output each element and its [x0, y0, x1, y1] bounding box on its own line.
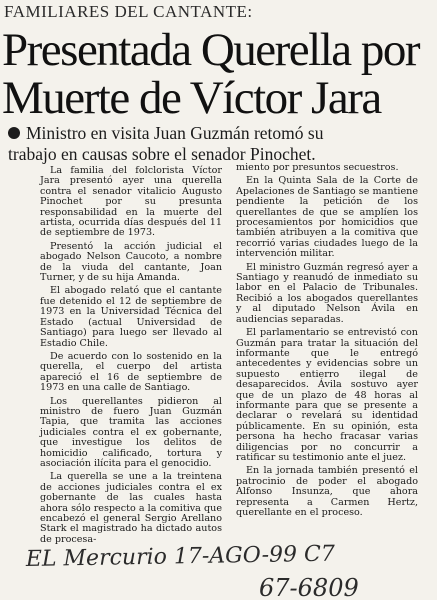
paragraph: El ministro Guzmán regresó ayer a Santiago y reanudó de inmediato su labor en el Palacio de Tribunales. Recibió a los abogados querellantes y al diputado Nelson Ávila en audiencias separadas. [236, 261, 418, 325]
paragraph-continuation: miento por presuntos secuestros. [236, 162, 399, 173]
subhead [8, 123, 368, 165]
headline-line-1: Presentada Querella por [2, 24, 420, 76]
paragraph: La querella se une a la treintena de acciones judiciales contra el ex gobernante de las cuales hasta ahora sólo respecto a la comitiva que encabezó el general Sergio Arellano Stark el magistrado ha dictado autos de procesa- [40, 471, 222, 545]
paragraph: Los querellantes pidieron al ministro de fuero Juan Guzmán Tapia, que tramita las acciones judiciales contra el ex gobernante, que investigue los delitos de homicidio calificado, tortura y asociación ilícita para el genocidio. [40, 395, 222, 469]
handwritten-annotation [24, 540, 434, 600]
paragraph: El parlamentario se entrevistó con Guzmán para tratar la situación del informante que le entregó antecedentes y evidencias sobre un supuesto entierro ilegal de desaparecidos. Ávila sostuvo ayer que de un plazo de 48 horas al informante para que se presente a declarar o revelará su identidad públicamente. En su opinión, esta persona ha hecho fracasar varias diligencias por no concurrir a ratificar su testimonio ante el juez. [236, 327, 418, 463]
paragraph: En la jornada también presentó el patrocinio de poder el abogado Alfonso Insunza, que ahora representa a Carmen Hertz, querellante en el proceso. [236, 465, 418, 518]
article-column-left [40, 166, 222, 548]
paragraph: De acuerdo con lo sostenido en la querella, el cuerpo del artista apareció el 16 de septiembre de 1973 en una calle de Santiago. [40, 350, 222, 394]
handwritten-reference-number: 67-6809 [259, 574, 359, 600]
paragraph: En la Quinta Sala de la Corte de Apelaciones de Santiago se mantiene pendiente la petición de los querellantes de que se amplíen los procesamientos por homicidios que también atribuyen a la comitiva que recorrió varias ciudades luego de la intervención militar. [236, 175, 418, 260]
kicker: FAMILIARES DEL CANTANTE: [4, 2, 253, 21]
paragraph: El abogado relató que el cantante fue detenido el 12 de septiembre de 1973 en la Universidad Técnica del Estado (actual Universidad de Santiago) para luego ser llevado al Estadio Chile. [40, 285, 222, 349]
paragraph: La familia del folclorista Víctor Jara presentó ayer una querella contra el senador vitalicio Augusto Pinochet por su presunta responsabilidad en la muerte del artista, ocurrida días después del 11 de septiembre de 1973. [40, 165, 222, 239]
headline-line-2: Muerte de Víctor Jara [2, 72, 381, 124]
subhead-text: Ministro en visita Juan Guzmán retomó su trabajo en causas sobre el senador Pinochet. [8, 123, 324, 164]
article-column-right [236, 163, 418, 521]
bullet-icon [8, 127, 20, 139]
handwritten-source-line: EL Mercurio 17-AGO-99 C7 [25, 541, 336, 572]
paragraph: Presentó la acción judicial el abogado Nelson Caucoto, a nombre de la viuda del cantante, Joan Turner, y de su hija Amanda. [40, 240, 222, 284]
headline [2, 26, 419, 122]
